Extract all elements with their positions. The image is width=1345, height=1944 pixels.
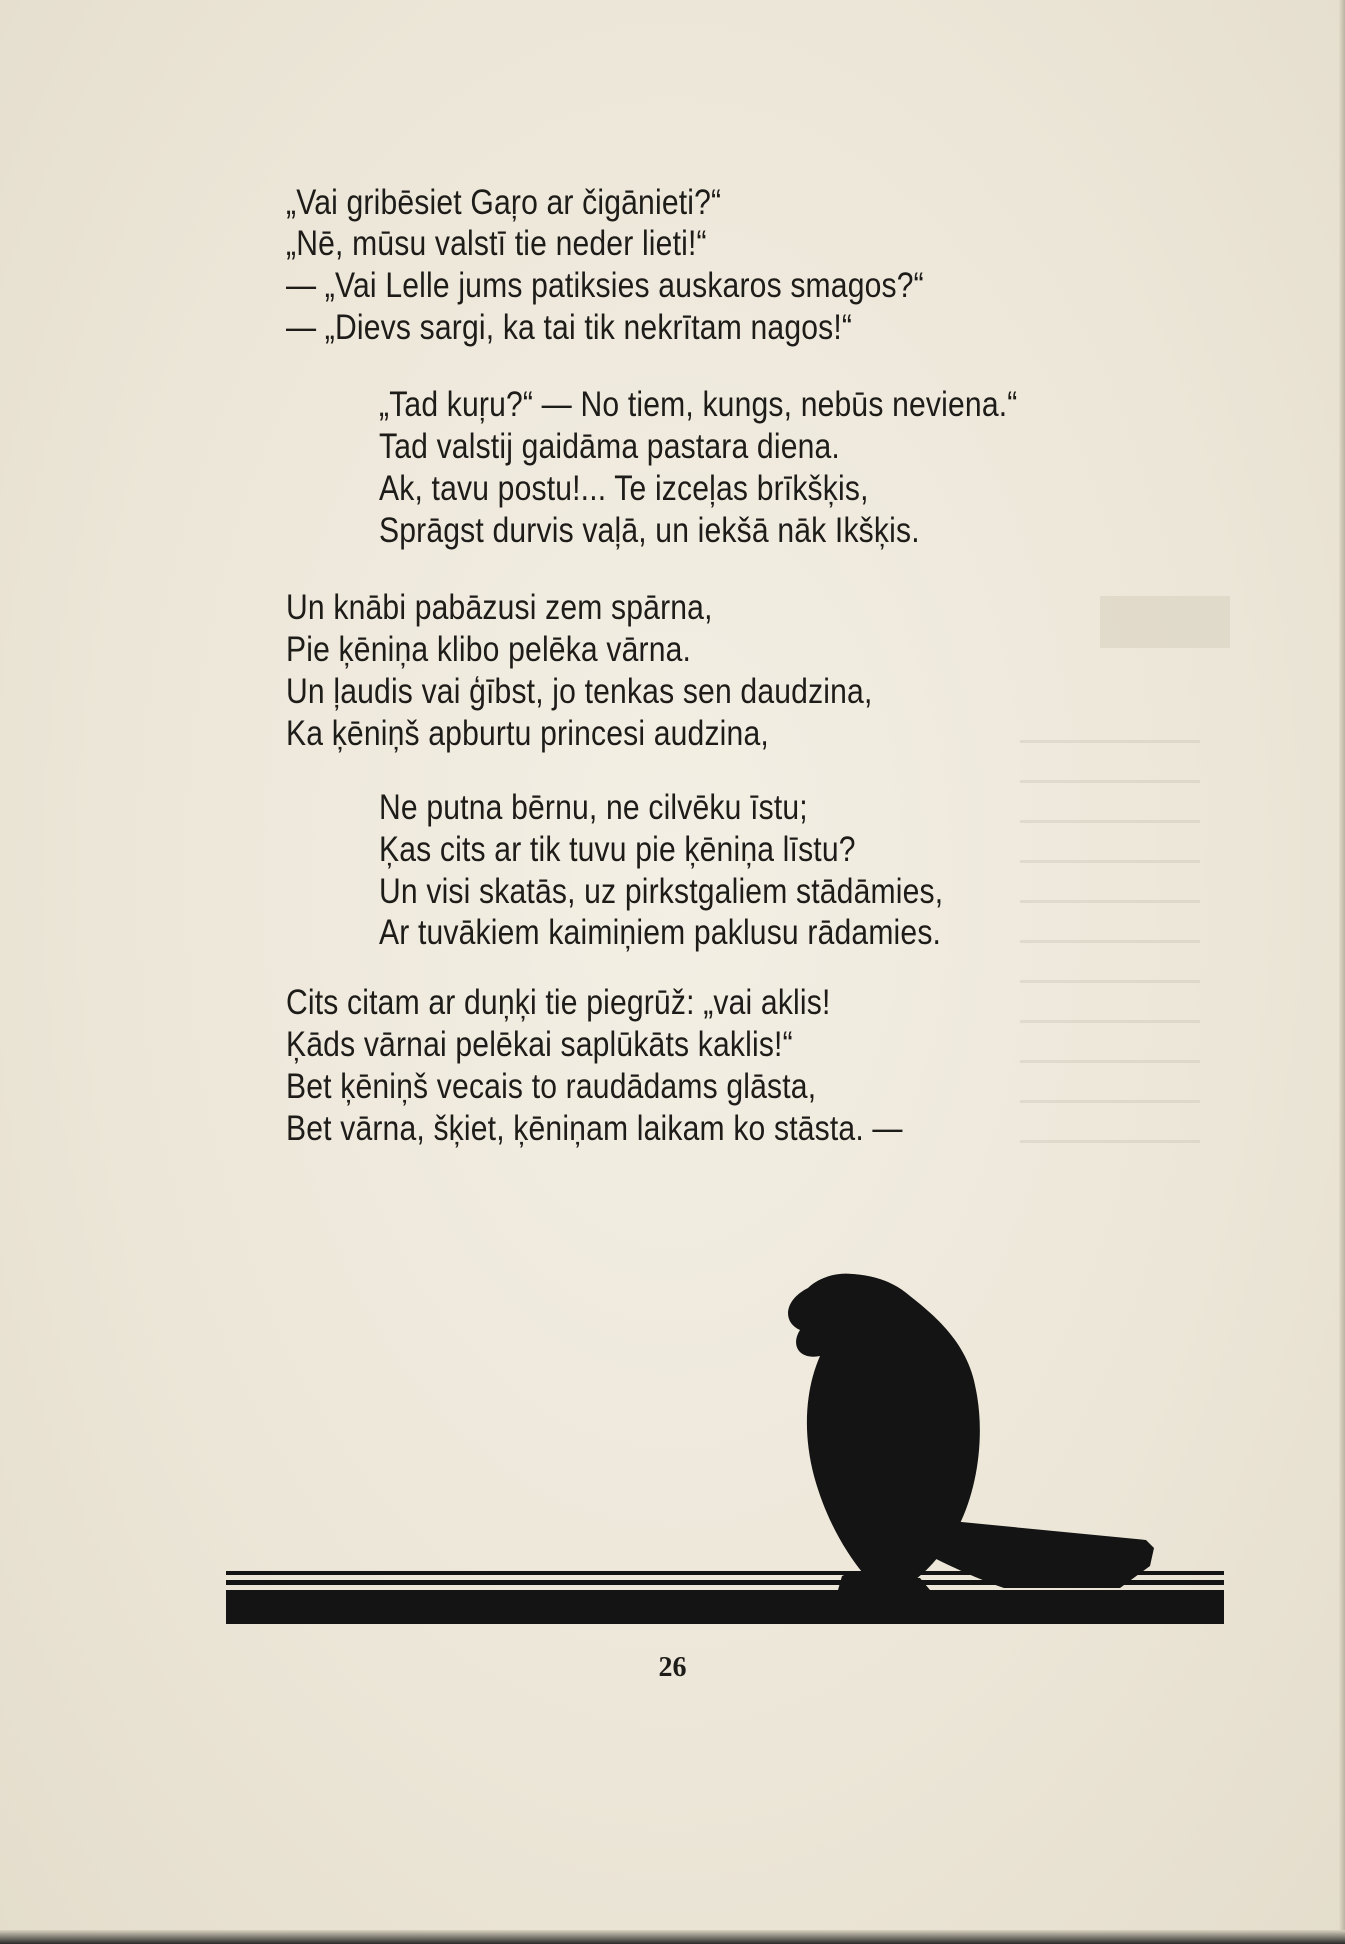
ground-bar: [226, 1590, 1224, 1624]
poem-line: Sprāgst durvis vaļā, un iekšā nāk Ikšķis.: [379, 511, 920, 550]
poem-line: Ķāds vārnai pelēkai saplūkāts kaklis!“: [286, 1025, 793, 1064]
poem-line: Ķas cits ar tik tuvu pie ķēniņa līstu?: [379, 830, 856, 869]
poem-line: Un visi skatās, uz pirkstgaliem stādāmies,: [379, 872, 944, 911]
page-number: 26: [658, 1652, 687, 1683]
poem-line: Ka ķēniņš apburtu princesi audzina,: [286, 714, 769, 753]
plank: [896, 1516, 1154, 1588]
figure-head: [799, 1274, 894, 1356]
poem-line: Ar tuvākiem kaimiņiem paklusu rādamies.: [379, 913, 942, 952]
poem-line: „Tad kuŗu?“ — No tiem, kungs, nebūs neviena.“: [379, 385, 1018, 424]
poem-line: Ne putna bērnu, ne cilvēku īstu;: [379, 788, 808, 827]
poem-line: Un knābi pabāzusi zem spārna,: [286, 588, 713, 627]
poem-line: — „Dievs sargi, ka tai tik nekrītam nagos!“: [286, 308, 853, 347]
poem-line: Pie ķēniņa klibo pelēka vārna.: [286, 630, 692, 669]
poem-line: Cits citam ar duņķi tie piegrūž: „vai aklis!: [286, 983, 831, 1022]
poem-line: Bet vārna, šķiet, ķēniņam laikam ko stāsta. —: [286, 1109, 903, 1148]
bowing-figure-silhouette-icon: [226, 1274, 1224, 1624]
poem-line: „Vai gribēsiet Gaŗo ar čigānieti?“: [286, 183, 722, 222]
poem-line: — „Vai Lelle jums patiksies auskaros smagos?“: [286, 266, 924, 305]
poem-line: Bet ķēniņš vecais to raudādams glāsta,: [286, 1067, 817, 1106]
poem-line: „Nē, mūsu valstī tie neder lieti!“: [286, 224, 707, 263]
poem-line: Tad valstij gaidāma pastara diena.: [379, 427, 840, 466]
poem-line: Ak, tavu postu!... Te izceļas brīkšķis,: [379, 469, 869, 508]
poem-line: Un ļaudis vai ģībst, jo tenkas sen daudzina,: [286, 672, 873, 711]
